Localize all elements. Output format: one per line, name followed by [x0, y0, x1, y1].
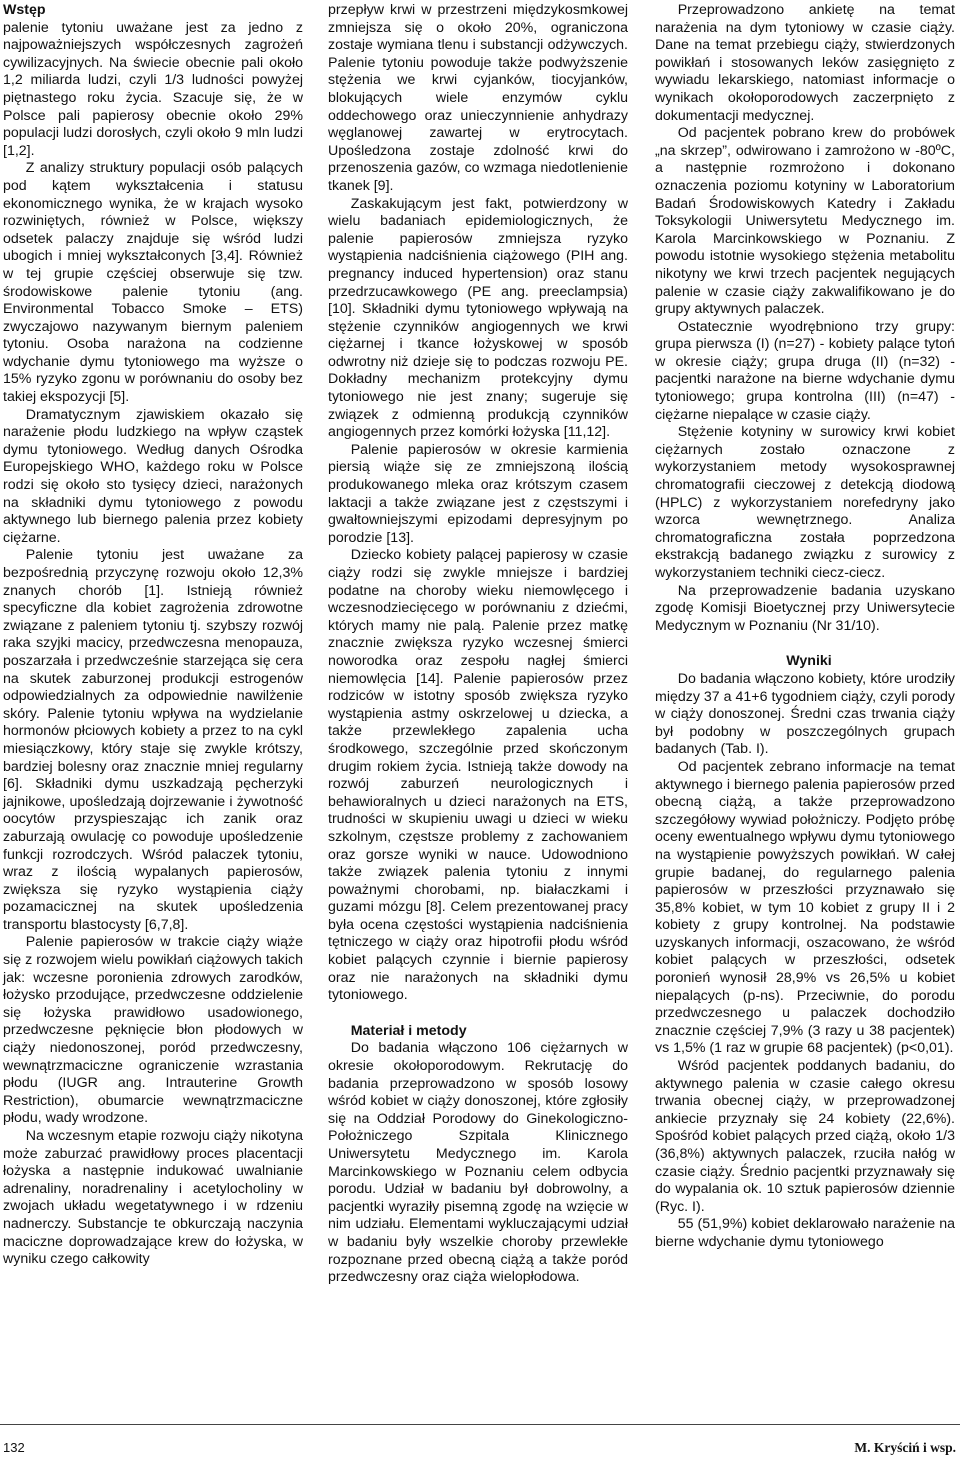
paragraph: Od pacjentek pobrano krew do probówek „na skrzep”, odwirowano i zamrożono w -80ºC, a następnie rozmrożono i dokonano oznaczenia poziomu kotyniny w Laboratorium Badań Środowiskowych Katedry i Zakładu Toksykologii Uniwersytetu Medycznego im. Karola Marcinkowskiego w Poznaniu. Z powodu istotnie wysokiego stężenia metabolitu nikotyny we krwi trzech pacjentek negujących palenie w czasie ciąży zakwalifikowano je do grupy aktywnych palaczek.	[655, 125, 955, 318]
section-heading-results: Wyniki	[786, 653, 832, 670]
paragraph: Z analizy struktury populacji osób palących pod kątem wykształcenia i statusu ekonomicznego wynika, że w krajach wysoko rozwiniętych, również w Polsce, większy odsetek palaczy znajduje się wśród ludzi ubogich i mniej wykształconych [3,4]. Również w tej grupie częściej obserwuje się tzw. środowiskowe palenie tytoniu (ang. Environmental Tobacco Smoke – ETS) zwyczajowo nazywanym biernym paleniem tytoniu. Osoba narażona na codzienne wdychanie dymu tytoniowego ma wyższe o 15% ryzyko zgonu w porównaniu do osoby bez takiej ekspozycji [5].	[3, 160, 303, 406]
text-column-2	[328, 2, 628, 1287]
paragraph: Do badania włączono 106 ciężarnych w okresie okołoporodowym. Rekrutację do badania przeprowadzono w sposób losowy wśród kobiet w ciąży donoszonej, które zgłosiły się na Oddział Porodowy do Ginekologiczno-Położniczego Szpitala Klinicznego Uniwersytetu Medycznego im. Karola Marcinkowskiego w Poznaniu celem odbycia porodu. Udział w badaniu był dobrowolny, a pacjentki wyraziły pisemną zgodę na wzięcie w nim udziału. Elementami wykluczającymi udział w badaniu były wszelkie choroby przewlekłe rozpoznane przed obecną ciążą a także poród przedwczesny oraz ciąża wielopłodowa.	[328, 1040, 628, 1286]
section-heading-methods: Materiał i metody	[350, 1022, 467, 1039]
paragraph: Do badania włączono kobiety, które urodziły między 37 a 41+6 tygodniem ciąży, czyli porody w ciąży donoszonej. Średni czas trwania ciąży był podobny w poszczególnych grupach badanych (Tab. I).	[655, 670, 955, 758]
footer-divider	[0, 1424, 960, 1425]
running-footer-authors: M. Kryściń i wsp.	[854, 1440, 956, 1455]
text-column-3	[655, 2, 955, 1252]
paragraph: Palenie papierosów w trakcie ciąży wiąże się z rozwojem wielu powikłań ciążowych takich jak: wczesne poronienia zdrowych zarodków, łożysko przodujące, przedwczesne oddzielenie się łożyska prawidłowo usadowionego, przedwczesne pęknięcie błon płodowych w ciąży niedonoszonej, poród przedwczesny, wewnątrzmaciczne ograniczenie wzrastania płodu (IUGR ang. Intrauterine Growth Restriction), obumarcie wewnątrzmaciczne płodu, wady wrodzone.	[3, 934, 303, 1127]
page-number: 132	[3, 1440, 25, 1455]
text-column-1	[3, 2, 303, 1269]
paragraph: przepływ krwi w przestrzeni międzykosmkowej zmniejsza się o około 20%, ograniczona zostaje wymiana tlenu i substancji odżywczych. Palenie tytoniu powoduje także podwyższenie stężenia we krwi cyjanków, tiocyjanków, blokujących wiele enzymów cyklu oddechowego oraz unieczynnienie anhydrazy węglanowej zawartej w erytrocytach. Upośledzona zostaje zdolność krwi do przenoszenia gazów, co wzmaga niedotlenienie tkanek [9].	[328, 2, 628, 194]
paragraph: Na przeprowadzenie badania uzyskano zgodę Komisji Bioetycznej przy Uniwersytecie Medycznym w Poznaniu (Nr 31/10).	[655, 582, 955, 634]
paragraph: Dramatycznym zjawiskiem okazało się narażenie płodu ludzkiego na wpływ cząstek dymu tytoniowego. Według danych Ośrodka Europejskiego WHO, każdego roku w Polsce rodzi się około sto tysięcy dzieci, narażonych na składniki dymu tytoniowego z powodu aktywnego lub biernego palenia przez kobiety ciężarne.	[3, 406, 303, 546]
paragraph: Przeprowadzono ankietę na temat narażenia na dym tytoniowy w czasie ciąży. Dane na temat przebiegu ciąży, stwierdzonych powikłań i stosowanych leków zasięgnięto z wywiadu lekarskiego, natomiast informacje o wynikach okołoporodowych zaczerpnięto z dokumentacji medycznej.	[655, 2, 955, 124]
paragraph: Od pacjentek zebrano informacje na temat aktywnego i biernego palenia papierosów przed obecną ciążą, a także przeprowadzono szczegółowy wywiad położniczy. Podjęto próbę oceny ewentualnego wpływu dymu tytoniowego na wystąpienie powyższych powikłań. W całej grupie badanej, do regularnego palenia papierosów w przeszłości przyznawało się 35,8% kobiet, w tym 10 kobiet z grupy II i 2 kobiety z grupy kontrolnej. Na podstawie uzyskanych informacji, oszacowano, że wśród kobiet palących w przeszłości, odsetek poronień wynosił 28,9% vs 26,5% u kobiet niepalących (p-ns). Przeciwnie, do porodu przedwczesnego u palaczek dochodziło znacznie częściej 7,9% (3 razy u 38 pacjentek) vs 1,5% (1 raz w grupie 68 pacjentek) (p<0,01).	[655, 758, 955, 1057]
section-heading-intro: Wstęp	[3, 2, 46, 18]
paragraph: Palenie tytoniu jest uważane za bezpośrednią przyczynę rozwoju około 12,3% znanych chorób [1]. Istnieją również specyficzne dla kobiet zagrożenia zdrowotne związane z paleniem tytoniu tj. szybszy rozwój raka szyjki macicy, przedwczesna menopauza, poszarzała i przedwcześnie starzejąca się cera na skutek zaburzonej produkcji estrogenów odpowiedzialnych za odpowiednie nawilżenie skóry. Palenie tytoniu wpływa na wydzielanie hormonów płciowych kobiety a przez to na cykl miesiączkowy, który staje się zwykle krótszy, bardziej bolesny oraz znacznie mniej regularny [6]. Składniki dymu uszkadzają pęcherzyki jajnikowe, upośledzają dojrzewanie i żywotność oocytów przyspieszając ich zanik oraz zaburzają owulację co powoduje upośledzenie funkcji rozrodczych. Wśród palaczek tytoniu, wraz z ilością wypalanych papierosów, zwiększa się ryzyko wystąpienia ciąży pozamacicznej na skutek upośledzenia transportu blastocysty [6,7,8].	[3, 547, 303, 933]
paragraph: Wśród pacjentek poddanych badaniu, do aktywnego palenia w czasie całego okresu trwania obecnej ciąży, w przeprowadzonej ankiecie przyznały się 24 kobiety (22,6%). Spośród kobiet palących przed ciążą, około 1/3 (36,8%) aktywnych palaczek, rzuciła nałóg w czasie ciąży. Średnio pacjentki przyznawały się do wypalania ok. 10 sztuk papierosów dziennie (Ryc. I).	[655, 1058, 955, 1215]
paragraph: Stężenie kotyniny w surowicy krwi kobiet ciężarnych zostało oznaczone z wykorzystaniem metody wysokosprawnej chromatografii cieczowej z detekcją diodową (HPLC) z wykorzystaniem norefedryny jako wzorca wewnętrznego. Analiza chromatograficzna została poprzedzona ekstrakcją badanego związku z surowicy z wykorzystaniem techniki ciecz-ciecz.	[655, 424, 955, 581]
paragraph: Dziecko kobiety palącej papierosy w czasie ciąży rodzi się zwykle mniejsze i bardziej podatne na choroby wieku niemowlęcego i wczesnodziecięcego w porównaniu z dziećmi, których mamy nie palą. Palenie przez matkę znacznie zwiększa ryzyko wczesnej śmierci noworodka oraz zespołu nagłej śmierci niemowlęcia [14]. Palenie papierosów przez rodziców w istotny sposób zwiększa ryzyko wystąpienia astmy oskrzelowej u dziecka, a także przewlekłego zapalenia ucha środkowego, szczególnie przed skończonym drugim rokiem życia. Istnieją także dowody na rozwój zaburzeń neurologicznych i behawioralnych u dzieci narażonych na ETS, trudności w skupieniu uwagi u dzieci w wieku szkolnym, częstsze problemy z zachowaniem oraz gorsze wyniki w nauce. Udowodniono także związek palenia tytoniu z innymi poważnymi chorobami, np. białaczkami i guzami mózgu [8]. Celem prezentowanej pracy była ocena częstości wystąpienia nadciśnienia tętniczego w ciąży oraz hipotrofii płodu wśród kobiet palących czynnie i biernie papierosy oraz nie narażonych na składniki dymu tytoniowego.	[328, 547, 628, 1004]
paragraph: palenie tytoniu uważane jest za jedno z najpoważniejszych współczesnych zagrożeń cywilizacyjnych. Na świecie obecnie pali około 1,2 miliarda ludzi, czyli 1/3 ludności powyżej piętnastego roku życia. Szacuje się, że w Polsce pali papierosy obecnie około 29% populacji ludzi dorosłych, czyli około 9 mln ludzi [1,2].	[3, 19, 303, 159]
paragraph: 55 (51,9%) kobiet deklarowało narażenie na bierne wdychanie dymu tytoniowego	[655, 1216, 955, 1250]
paragraph: Ostatecznie wyodrębniono trzy grupy: grupa pierwsza (I) (n=27) - kobiety palące tytoń w okresie ciąży; grupa druga (II) (n=32) - pacjentki narażone na bierne wdychanie dymu tytoniowego; grupa kontrolna (III) (n=47) - ciężarne niepalące w czasie ciąży.	[655, 318, 955, 423]
paragraph: Zaskakującym jest fakt, potwierdzony w wielu badaniach epidemiologicznych, że palenie papierosów zmniejsza ryzyko wystąpienia nadciśnienia ciążowego (PIH ang. pregnancy induced hypertension) oraz stanu przedrzucawkowego (PE ang. preeclampsia) [10]. Składniki dymu tytoniowego wpływają na stężenie czynników angiogennych we krwi ciężarnej i tkance łożyskowej w sposób odwrotny niż dzieje się to podczas rozwoju PE. Dokładny mechanizm protekcyjny dymu tytoniowego nie jest znany; sugeruje się związek z odmienną produkcją czynników angiogennych przez komórki łożyska [11,12].	[328, 195, 628, 441]
paragraph: Na wczesnym etapie rozwoju ciąży nikotyna może zaburzać prawidłowy proces placentacji łożyska a następnie indukować uwalnianie adrenaliny, noradrenaliny i acetylocholiny w zwojach układu wegetatywnego i w rdzeniu nadnerczy. Substancje te obkurczają naczynia maciczne doprowadzające krew do łożyska, w wyniku czego całkowity	[3, 1128, 303, 1268]
paragraph: Palenie papierosów w okresie karmienia piersią wiąże się ze zmniejszoną ilością produkowanego mleka oraz krótszym czasem laktacji a także związane jest z częstszymi i gwałtowniejszymi epizodami depresyjnym po porodzie [13].	[328, 441, 628, 546]
